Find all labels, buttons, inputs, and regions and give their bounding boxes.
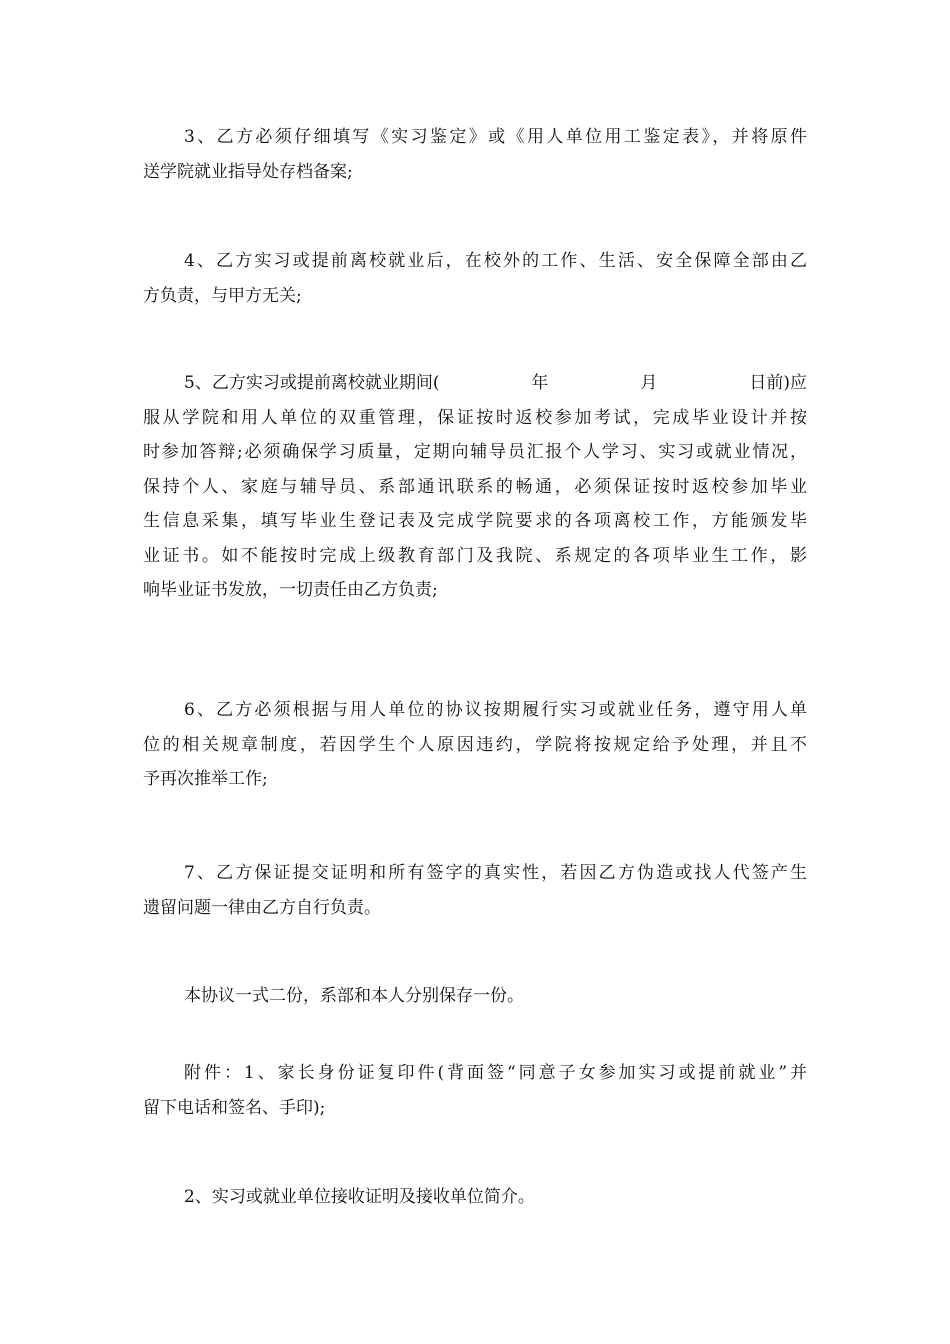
clause-6-line-1: 6、乙方必须根据与用人单位的协议按期履行实习或就业任务，遵守用人单 (184, 700, 807, 720)
clause-5-line-6: 业证书。如不能按时完成上级教育部门及我院、系规定的各项毕业生工作，影 (143, 545, 807, 566)
clause-7-line-2: 遗留问题一律由乙方自行负责。 (143, 897, 381, 918)
clause-5-day-suffix: 日前)应 (749, 373, 807, 393)
clause-5-paragraph (143, 366, 807, 608)
clause-7-paragraph (143, 856, 807, 925)
attachment-2-paragraph (143, 1180, 807, 1215)
clause-5-month-label: 月 (640, 373, 658, 393)
clause-6-line-3: 予再次推举工作; (143, 769, 268, 789)
clause-3-paragraph (143, 120, 807, 189)
clause-3-line-2: 送学院就业指导处存档备案; (143, 161, 353, 182)
clause-6-line-2: 位的相关规章制度，若因学生个人原因违约，学院将按规定给予处理，并且不 (143, 734, 807, 755)
attachment-1-line-1: 附件：1、家长身份证复印件(背面签“同意子女参加实习或提前就业”并 (184, 1063, 807, 1083)
clause-6-paragraph (143, 693, 807, 797)
copies-paragraph (143, 979, 807, 1014)
clause-5-year-label: 年 (531, 373, 549, 393)
attachment-1-line-2: 留下电话和签名、手印); (143, 1097, 326, 1118)
clause-4-line-2: 方负责，与甲方无关; (143, 285, 302, 306)
clause-5-line-7: 响毕业证书发放，一切责任由乙方负责; (143, 580, 438, 600)
attachment-2-line: 2、实习或就业单位接收证明及接收单位简介。 (184, 1187, 535, 1207)
clause-4-paragraph (143, 244, 807, 313)
clause-4-line-1: 4、乙方实习或提前离校就业后，在校外的工作、生活、安全保障全部由乙 (184, 251, 807, 271)
clause-7-line-1: 7、乙方保证提交证明和所有签字的真实性，若因乙方伪造或找人代签产生 (184, 863, 807, 883)
clause-5-date-prefix: 5、乙方实习或提前离校就业期间( (184, 373, 440, 393)
copies-line: 本协议一式二份，系部和本人分别保存一份。 (184, 986, 524, 1006)
clause-5-line-2: 服从学院和用人单位的双重管理，保证按时返校参加考试，完成毕业设计并按 (143, 407, 807, 428)
clause-3-line-1: 3、乙方必须仔细填写《实习鉴定》或《用人单位用工鉴定表》，并将原件 (184, 127, 807, 147)
attachment-1-paragraph (143, 1056, 807, 1125)
clause-5-line-4: 保持个人、家庭与辅导员、系部通讯联系的畅通，必须保证按时返校参加毕业 (143, 476, 807, 497)
clause-5-date-line (143, 366, 807, 401)
clause-5-line-3: 时参加答辩;必须确保学习质量，定期向辅导员汇报个人学习、实习或就业情况， (143, 442, 807, 462)
clause-5-line-5: 生信息采集，填写毕业生登记表及完成学院要求的各项离校工作，方能颁发毕 (143, 511, 807, 531)
